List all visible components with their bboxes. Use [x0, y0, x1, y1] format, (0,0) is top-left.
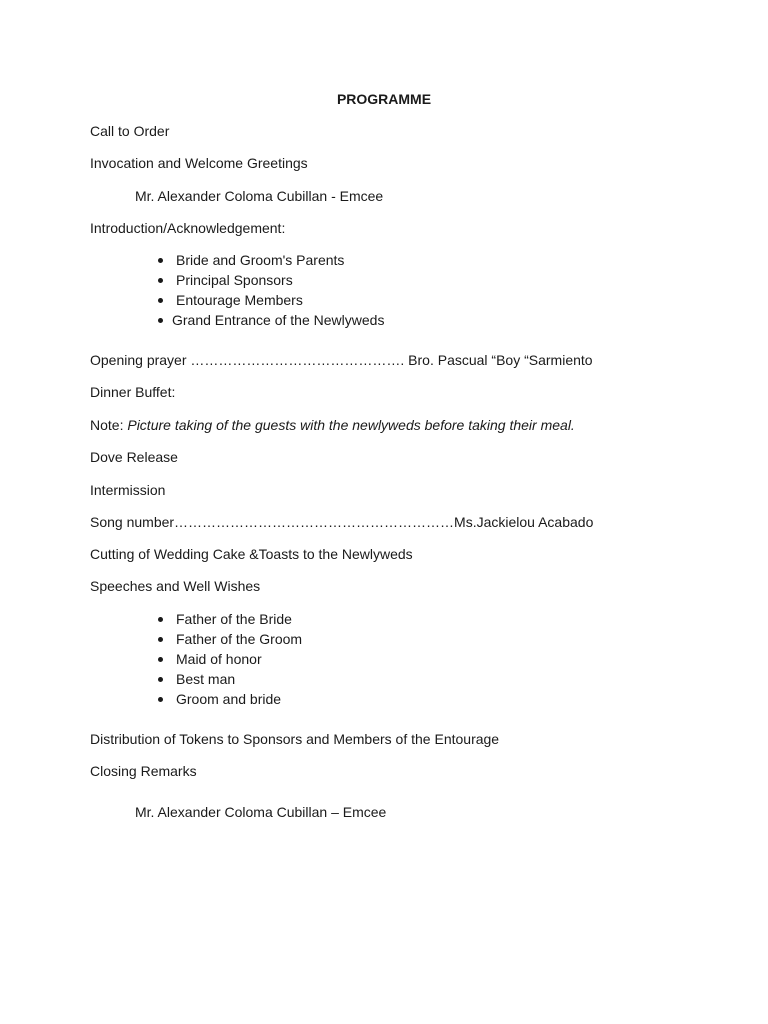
list-item-label: Groom and bride: [176, 691, 282, 707]
emcee-line-bottom: Mr. Alexander Coloma Cubillan – Emcee: [135, 804, 387, 820]
list-item-label: Father of the Bride: [176, 611, 292, 627]
bullet-icon: [158, 258, 163, 263]
program-item-song-number: Song number……………………………………………………Ms.Jackielou Acabado: [90, 514, 594, 530]
list-item-label: Principal Sponsors: [176, 272, 293, 288]
bullet-icon: [158, 637, 163, 642]
note-text: Picture taking of the guests with the newlyweds before taking their meal.: [127, 417, 575, 433]
page-title: PROGRAMME: [336, 91, 432, 107]
program-item-introduction: Introduction/Acknowledgement:: [90, 220, 286, 236]
list-item-label: Bride and Groom's Parents: [176, 252, 345, 268]
list-item-label: Best man: [176, 671, 236, 687]
program-item-intermission: Intermission: [90, 482, 166, 498]
bullet-icon: [158, 318, 163, 323]
list-item: [158, 691, 281, 707]
list-item: [158, 292, 303, 308]
program-item-opening-prayer: Opening prayer ………………………………………. Bro. Pascual “Boy “Sarmiento: [90, 352, 593, 368]
program-item-dinner-buffet: Dinner Buffet:: [90, 384, 176, 400]
list-item: [158, 651, 262, 667]
bullet-icon: [158, 697, 163, 702]
list-item: [158, 611, 292, 627]
program-item-dove-release: Dove Release: [90, 449, 178, 465]
list-item: [158, 631, 302, 647]
note-label: Note:: [90, 417, 124, 433]
list-item-label: Grand Entrance of the Newlyweds: [172, 312, 385, 328]
bullet-icon: [158, 617, 163, 622]
program-item-distribution: Distribution of Tokens to Sponsors and Members of the Entourage: [90, 731, 500, 747]
emcee-line-top: Mr. Alexander Coloma Cubillan - Emcee: [135, 188, 384, 204]
bullet-icon: [158, 657, 163, 662]
list-item: [158, 671, 235, 687]
list-item: [158, 272, 293, 288]
list-item-label: Maid of honor: [176, 651, 262, 667]
list-item: [158, 312, 384, 328]
program-item-invocation: Invocation and Welcome Greetings: [90, 155, 308, 171]
program-item-speeches: Speeches and Well Wishes: [90, 578, 261, 594]
list-item-label: Father of the Groom: [176, 631, 303, 647]
list-item-label: Entourage Members: [176, 292, 303, 308]
list-item: [158, 252, 344, 268]
bullet-icon: [158, 677, 163, 682]
note-line: [90, 417, 575, 433]
program-item-call-to-order: Call to Order: [90, 123, 170, 139]
bullet-icon: [158, 278, 163, 283]
program-item-closing-remarks: Closing Remarks: [90, 763, 197, 779]
bullet-icon: [158, 298, 163, 303]
program-item-cutting-cake: Cutting of Wedding Cake &Toasts to the Newlyweds: [90, 546, 413, 562]
